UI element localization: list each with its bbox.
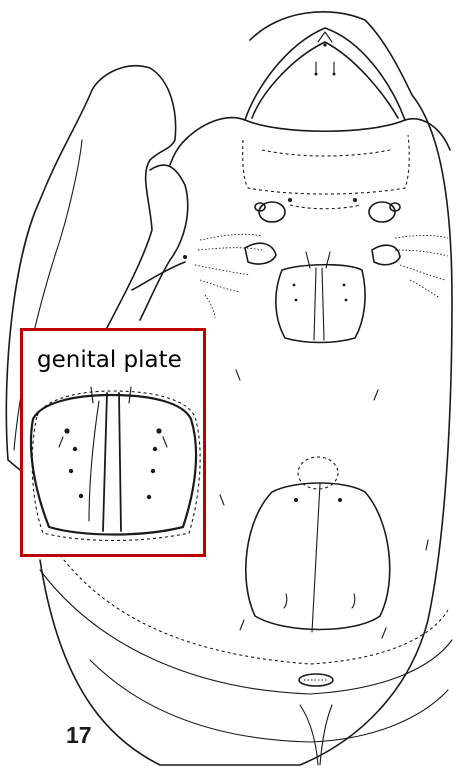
callout-label: genital plate bbox=[37, 347, 182, 373]
leg-appendage-mid-2 bbox=[132, 262, 185, 290]
anal-plate bbox=[246, 483, 390, 630]
gnathosoma-inner bbox=[252, 42, 398, 118]
gnathosoma-base bbox=[245, 120, 405, 131]
seta bbox=[323, 43, 326, 46]
sternal-dashed-outline bbox=[243, 135, 410, 194]
figure-number: 17 bbox=[66, 722, 92, 748]
epimera-right-hatch bbox=[395, 235, 448, 298]
genital-plate-enlarged bbox=[23, 331, 203, 554]
sclerite-left bbox=[259, 202, 285, 222]
shoulder-right bbox=[405, 119, 450, 150]
genital-plate-callout bbox=[20, 328, 206, 557]
shoulder-left bbox=[170, 118, 245, 165]
epimera-left-hatch bbox=[195, 234, 262, 318]
gnathosoma-tip bbox=[318, 32, 332, 42]
genital-plate[interactable] bbox=[276, 265, 365, 343]
